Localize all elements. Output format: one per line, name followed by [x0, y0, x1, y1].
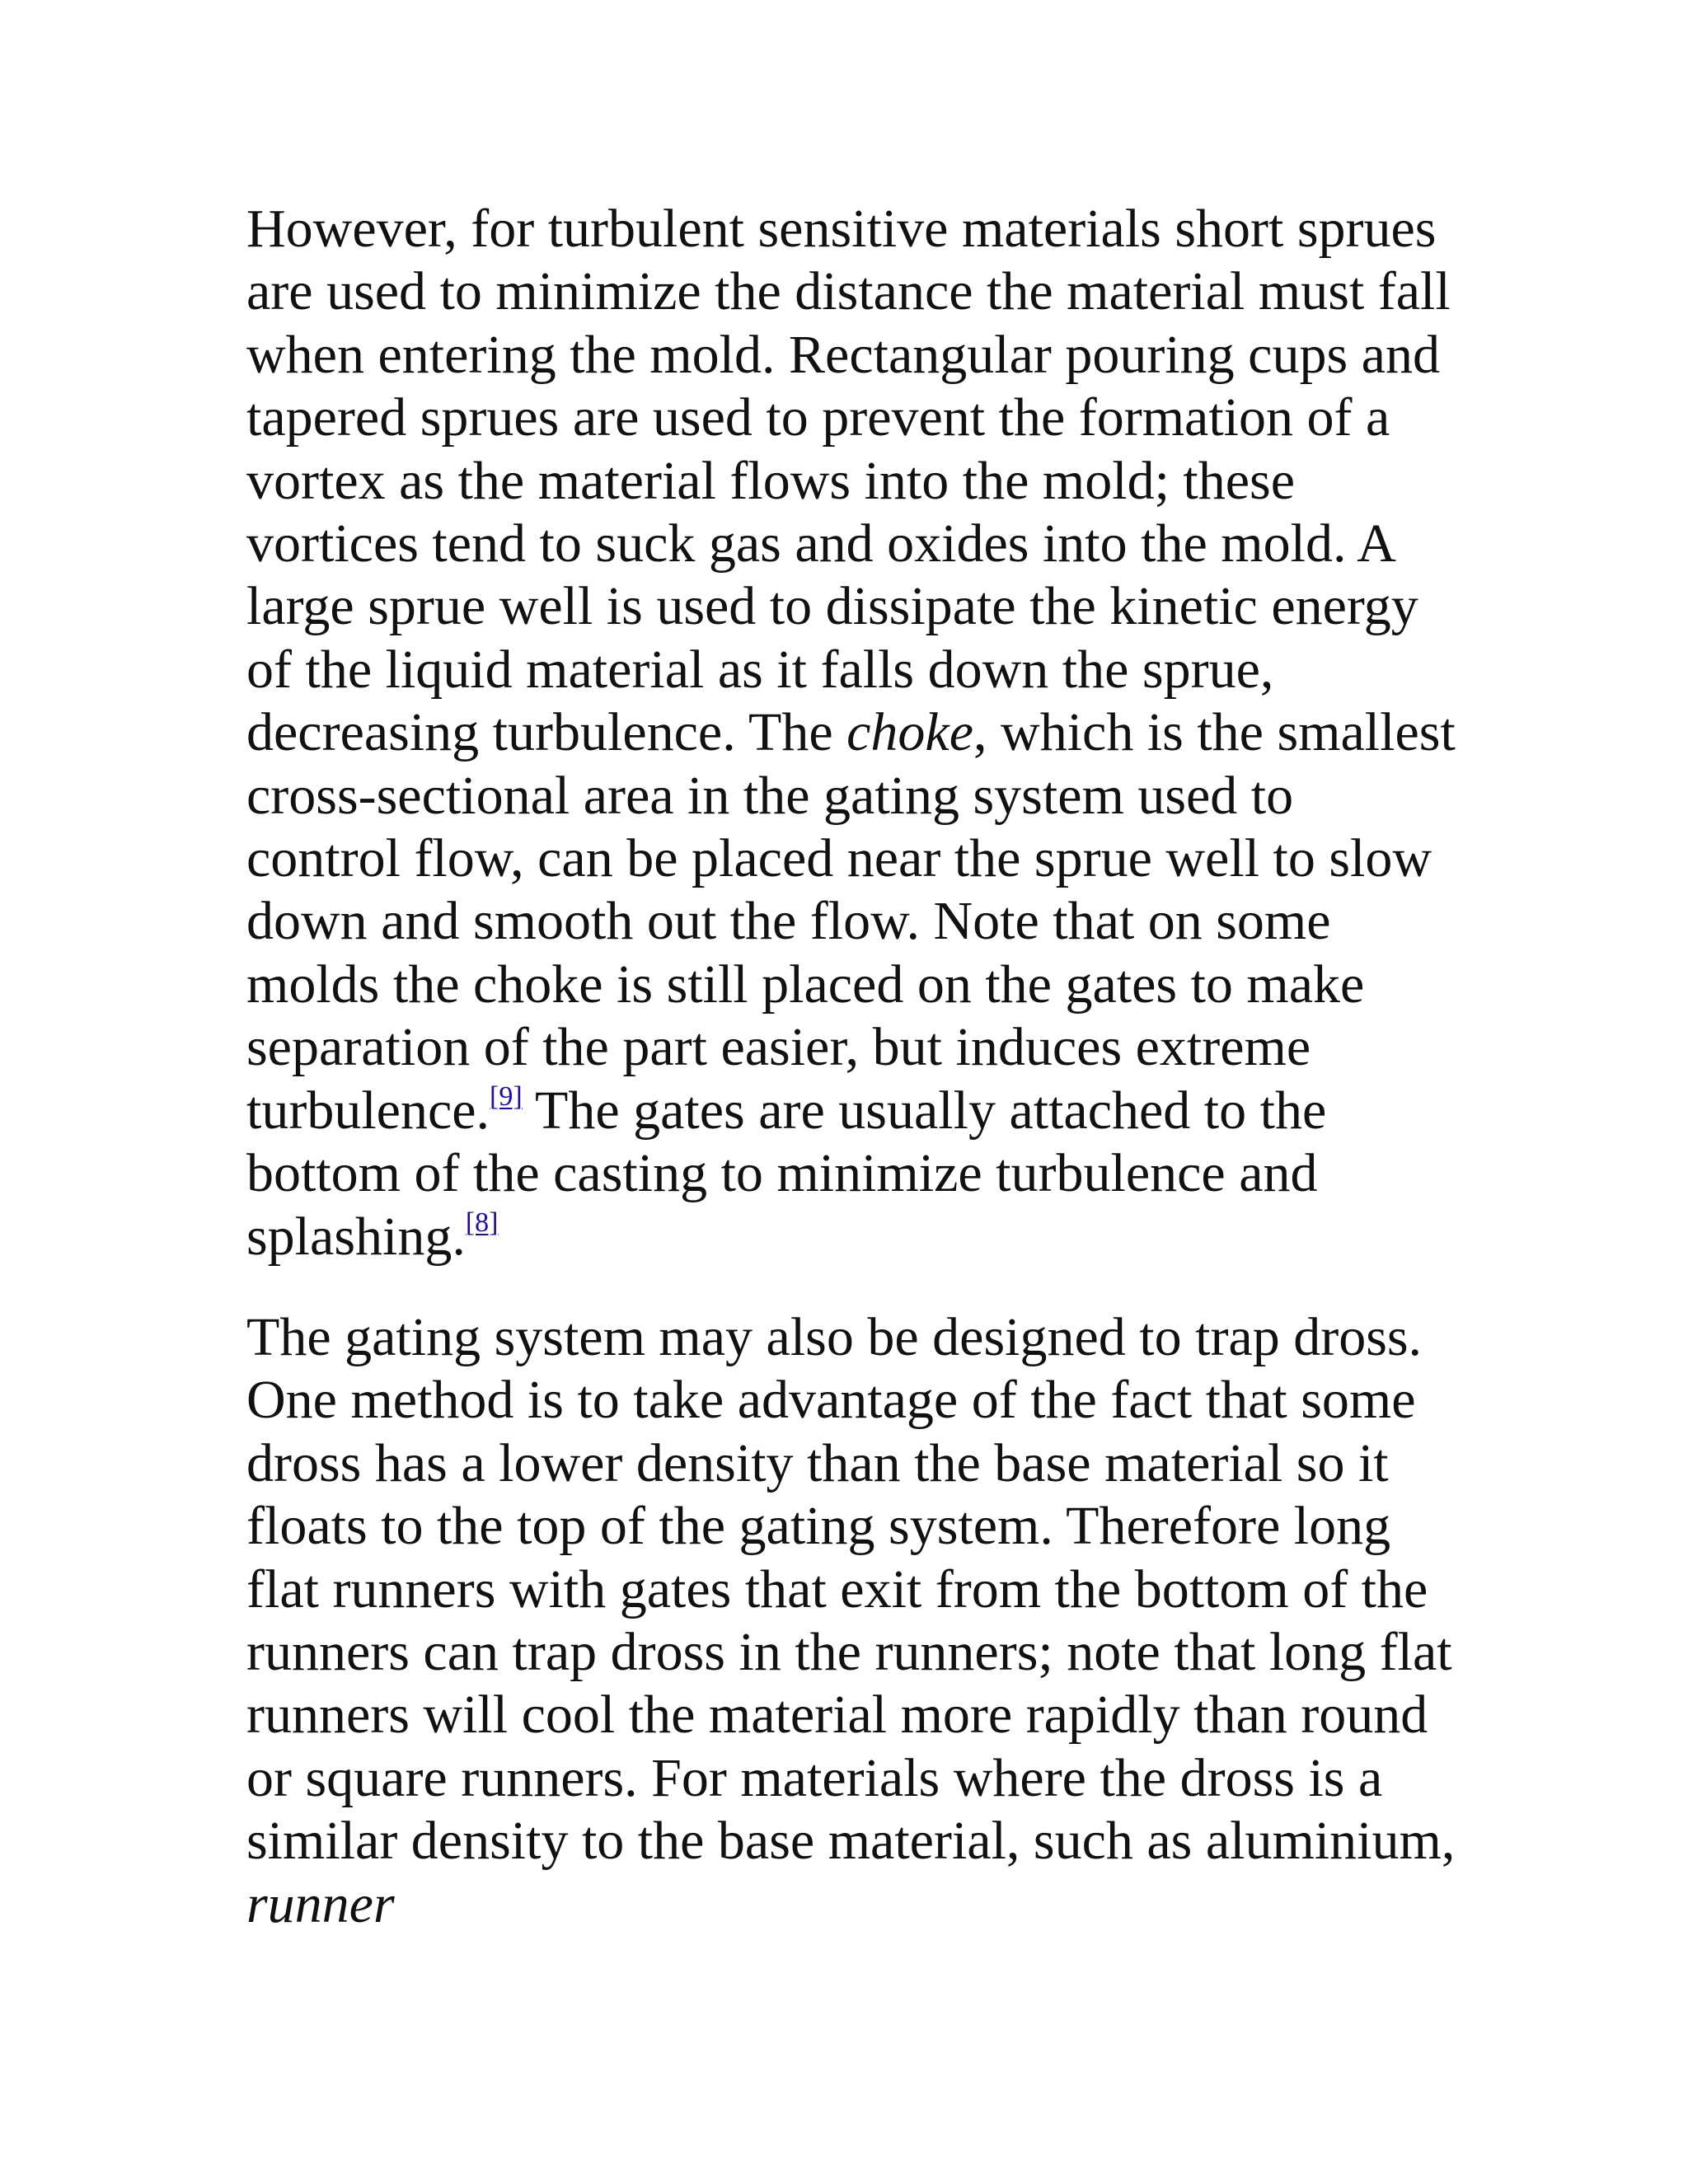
paragraph-text: However, for turbulent sensitive materials short sprues are used to minimize the distance the material must fall when entering the mold. Rectangular pouring cups and tapered sprues are used to prevent the formation of a vortex as the material flows into the mold; these vortices tend to suck gas and oxides into the mold. A large sprue well is used to dissipate the kinetic energy of the liquid material as it falls down the sprue, decreasing turbulence. The	[246, 199, 1451, 763]
citation-link-8[interactable]: [8]	[465, 1207, 499, 1238]
paragraph-text: , which is the smallest cross-sectional area in the gating system used to control flow, can be placed near the sprue well to slow down and smooth out the flow. Note that on some molds the choke is still placed on the gates to make separation of the part easier, but induces extreme turbulence.	[246, 702, 1456, 1141]
italic-term-runner: runner	[246, 1873, 395, 1934]
paragraph-gating-turbulence	[246, 198, 1458, 1268]
paragraph-text: The gating system may also be designed to trap dross. One method is to take advantage of the fact that some dross has a lower density than the base material so it floats to the top of the gating system. Therefore long flat runners with gates that exit from the bottom of the runners can trap dross in the runners; note that long flat runners will cool the material more rapidly than round or square runners. For materials where the dross is a similar density to the base material, such as aluminium,	[246, 1306, 1456, 1872]
document-body	[246, 198, 1458, 1936]
paragraph-dross-trapping	[246, 1306, 1458, 1936]
paragraph-text: The gates are usually attached to the bottom of the casting to minimize turbulence and splashing.	[246, 1080, 1327, 1267]
italic-term-choke: choke	[846, 702, 974, 763]
citation-link-9[interactable]: [9]	[490, 1080, 523, 1112]
